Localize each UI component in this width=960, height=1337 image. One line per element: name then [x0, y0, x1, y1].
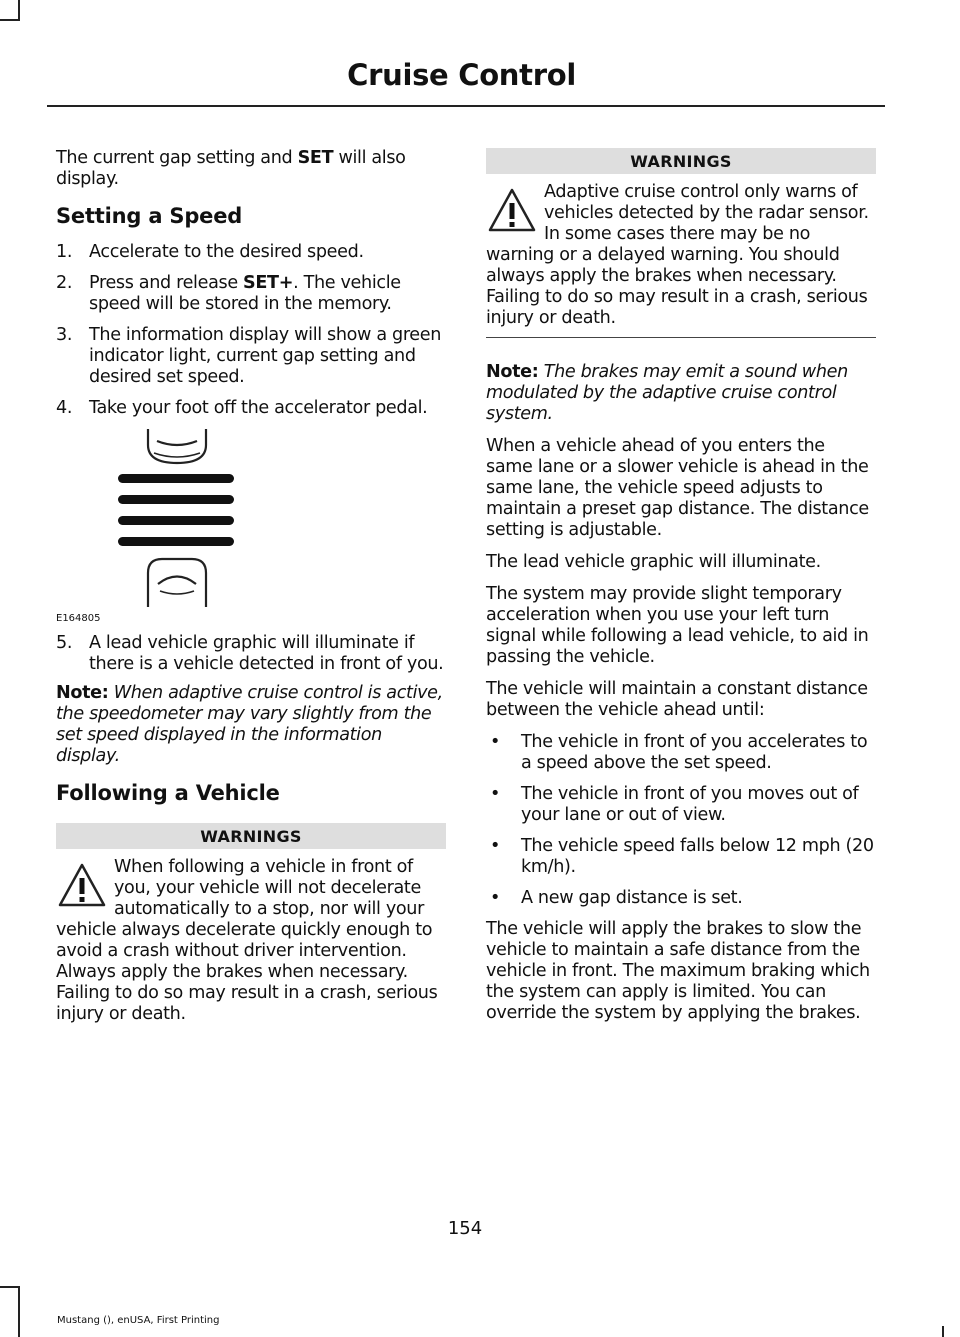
gap-bars [118, 474, 234, 546]
step-text: Press and release [89, 273, 244, 293]
step-text: Accelerate to the desired speed. [89, 242, 364, 262]
list-item [486, 784, 876, 826]
note-text: The brakes may emit a sound when modulated by the adaptive cruise control system. [486, 362, 848, 424]
warning-triangle-icon [486, 186, 538, 236]
step-text-end: . The vehicle speed will be stored in the memory. [89, 273, 401, 314]
warning-divider [486, 337, 876, 338]
header-divider [47, 105, 885, 107]
list-item [56, 325, 446, 388]
setting-speed-heading: Setting a Speed [56, 204, 243, 228]
following-vehicle-heading: Following a Vehicle [56, 781, 280, 805]
figure-code: E164805 [56, 613, 101, 624]
bullet-text: The vehicle speed falls below 12 mph (20 km/h). [521, 836, 874, 877]
warnings-header: WARNINGS [56, 823, 446, 849]
step-text: Take your foot off the accelerator pedal. [89, 398, 428, 418]
set-keyword: SET [297, 148, 334, 168]
warnings-header: WARNINGS [486, 148, 876, 174]
step-text: A lead vehicle graphic will illuminate if there is a vehicle detected in front of you. [89, 633, 444, 674]
note-text: When adaptive cruise control is active, the speedometer may vary slightly from the set speed displayed in the information display. [56, 683, 443, 766]
page-number: 154 [447, 1218, 483, 1239]
intro-text-end: will also display. [56, 148, 406, 189]
step-text: The information display will show a green indicator light, current gap setting and desired set speed. [89, 325, 442, 387]
gap-display-figure [56, 429, 446, 629]
steps-list-continued [56, 633, 446, 675]
bullet: • [490, 732, 501, 752]
step-number: 2. [56, 273, 73, 293]
paragraph: When a vehicle ahead of you enters the same lane or a slower vehicle is ahead in the same lane, the vehicle speed adjusts to maintain a preset gap distance. The distance setting is adjustable. [486, 436, 869, 540]
list-item [486, 888, 876, 909]
bullet-text: A new gap distance is set. [521, 888, 743, 908]
bullet: • [490, 888, 501, 908]
paragraph: The vehicle will maintain a constant distance between the vehicle ahead until: [486, 679, 868, 720]
note-label: Note: [486, 362, 539, 382]
intro-paragraph [56, 148, 446, 190]
paragraph: The system may provide slight temporary acceleration when you use your left turn signal while following a lead vehicle, to aid in passing the vehicle. [486, 584, 869, 667]
note [56, 683, 446, 767]
left-column [56, 148, 446, 1025]
note-label: Note: [56, 683, 109, 703]
step-number: 1. [56, 242, 73, 262]
step-number: 3. [56, 325, 73, 345]
lead-vehicle-icon [148, 429, 206, 463]
crop-mark [18, 0, 20, 21]
step-number: 5. [56, 633, 73, 653]
crop-mark [18, 1286, 20, 1337]
bullet-text: The vehicle in front of you accelerates to a speed above the set speed. [521, 732, 868, 773]
crop-mark [942, 1326, 944, 1337]
bullet-text: The vehicle in front of you moves out of your lane or out of view. [521, 784, 859, 825]
list-item [486, 732, 876, 774]
paragraph: The lead vehicle graphic will illuminate. [486, 552, 821, 572]
list-item [486, 836, 876, 878]
intro-text: The current gap setting and [56, 148, 298, 168]
gap-distance-illustration [56, 429, 446, 629]
note [486, 362, 876, 425]
warning-block [486, 182, 876, 329]
list-item [56, 633, 446, 675]
step-number: 4. [56, 398, 73, 418]
list-item [56, 398, 446, 419]
crop-mark [0, 19, 18, 21]
crop-mark [0, 1286, 18, 1288]
set-plus-keyword: SET+ [243, 273, 294, 293]
warning-text: When following a vehicle in front of you, your vehicle will not decelerate automatically to a stop, nor will your vehicle always decelerate quickly enough to avoid a crash without driver intervention. Always apply the brakes when necessary. Failing to do so may result in a crash, serious injury or death. [56, 857, 438, 1024]
list-item [56, 273, 446, 315]
warning-block [56, 857, 446, 1025]
page-title: Cruise Control [347, 58, 576, 92]
warning-triangle-icon [56, 861, 108, 911]
steps-list [56, 242, 446, 419]
warning-text: Adaptive cruise control only warns of vehicles detected by the radar sensor. In some cases there may be no warning or a delayed warning. You should always apply the brakes when necessary. Failing to do so may result in a crash, serious injury or death. [486, 182, 869, 328]
right-column [486, 148, 876, 1035]
closing-paragraph: The vehicle will apply the brakes to slow the vehicle to maintain a safe distance from the vehicle in front. The maximum braking which the system can apply is limited. You can override the system by applying the brakes. [486, 919, 870, 1023]
own-vehicle-icon [148, 559, 206, 607]
footer-text: Mustang (), enUSA, First Printing [57, 1315, 220, 1326]
bullet: • [490, 784, 501, 804]
bullet: • [490, 836, 501, 856]
list-item [56, 242, 446, 263]
conditions-list [486, 732, 876, 909]
